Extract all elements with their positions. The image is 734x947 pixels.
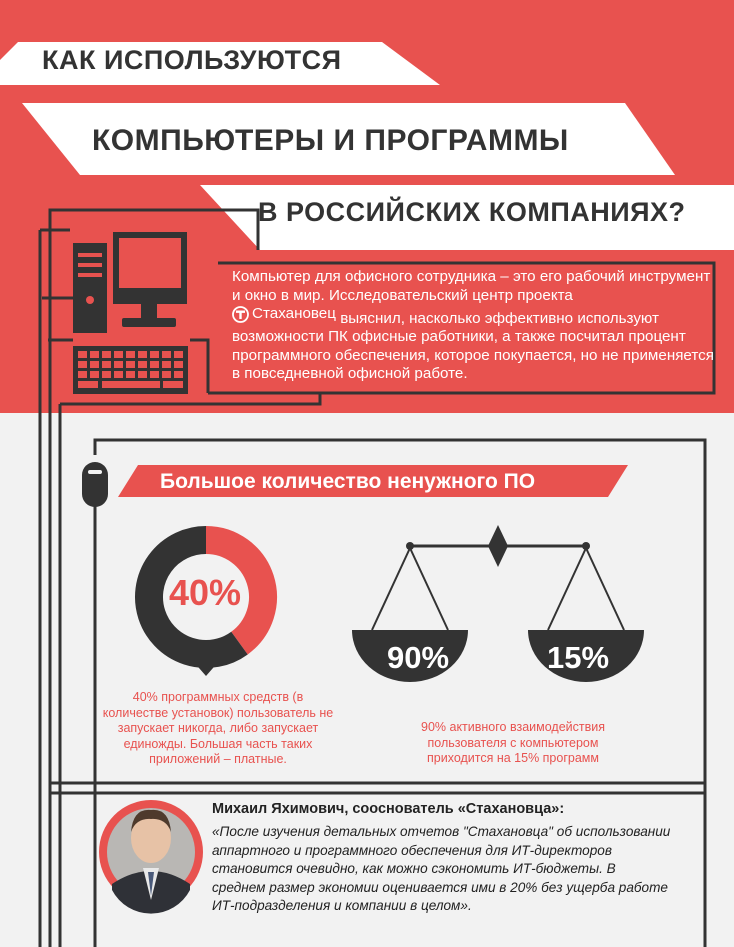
intro-text (232, 268, 714, 384)
scale-left-value: 90% (386, 640, 450, 675)
title-line-2: КОМПЬЮТЕРЫ И ПРОГРАММЫ (92, 124, 569, 157)
computer-tower-icon (73, 243, 107, 333)
brand-logo (232, 305, 336, 324)
keyboard-icon (73, 346, 188, 394)
donut-pointer (192, 660, 220, 676)
quote-text: «После изучения детальных отчетов "Стахановца" об использовании аппартного и программного обеспечения для ИТ-директоров становится очевидно, как можно сэкономить ИТ-бюджеты. В среднем размер экономии оценивается ими в 20% без ущерба работе ИТ-подразделения и компании в целом». (212, 824, 671, 914)
donut-center-label: 40% (168, 572, 242, 613)
section-heading: Большое количество ненужного ПО (160, 470, 536, 493)
donut-caption: 40% программных средств (в количестве установок) пользователь не запускает никогда, либо запускает единожды. Большая часть таких приложений – платные. (102, 690, 334, 766)
mouse-icon (82, 462, 108, 507)
scales-caption: 90% активного взаимодействия пользователя с компьютером приходится на 15% программ (421, 720, 605, 765)
avatar (99, 800, 203, 914)
intro-part-2: выяснил, насколько эффективно используют возможности ПК офисные работники, а также посчитал процент программного обеспечения, которое покупается, но не применяется в повседневной офисной работе. (232, 309, 714, 383)
brand-name: Стахановец (252, 305, 336, 322)
quote-author: Михаил Яхимович, сооснователь «Стахановца»: (212, 801, 565, 817)
quote-box (50, 783, 705, 793)
title-line-1: КАК ИСПОЛЬЗУЮТСЯ (42, 45, 342, 75)
scale-right-value: 15% (546, 640, 610, 675)
title-line-3: В РОССИЙСКИХ КОМПАНИЯХ? (258, 197, 686, 227)
intro-part-1: Компьютер для офисного сотрудника – это его рабочий инструмент и окно в мир. Исследовательский центр проекта (232, 268, 711, 304)
brand-logo-icon (232, 306, 249, 323)
